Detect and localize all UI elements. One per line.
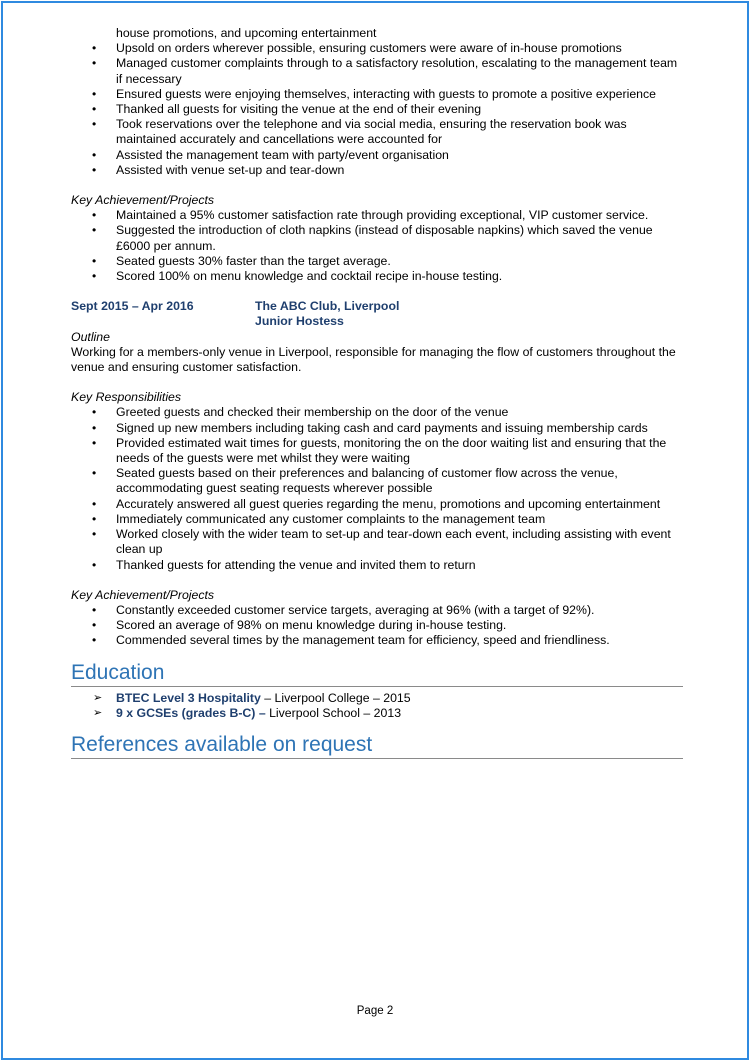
list-item: • Scored 100% on menu knowledge and cocktail recipe in-house testing. bbox=[71, 269, 683, 284]
list-item: • Suggested the introduction of cloth napkins (instead of disposable napkins) which saved the venue £6000 per annum. bbox=[71, 223, 683, 253]
page-number: Page 2 bbox=[356, 1005, 394, 1017]
list-item: • Took reservations over the telephone and via social media, ensuring the reservation book was maintained accurately and cancellations were accounted for bbox=[71, 117, 683, 147]
arrow-bullet-icon: ➢ bbox=[93, 691, 103, 704]
achievements-heading: Key Achievement/Projects bbox=[71, 587, 215, 602]
spacer bbox=[71, 178, 683, 193]
list-item: • Greeted guests and checked their membership on the door of the venue bbox=[71, 405, 683, 420]
job-dates: Sept 2015 – Apr 2016 bbox=[71, 299, 194, 314]
list-item: • Ensured guests were enjoying themselves, interacting with guests to promote a positive experience bbox=[71, 87, 683, 102]
list-item: • Signed up new members including taking cash and card payments and issuing membership cards bbox=[71, 421, 683, 436]
qualification-name: 9 x GCSEs (grades B-C) – bbox=[116, 705, 266, 720]
spacer bbox=[71, 375, 683, 390]
list-item: • Worked closely with the wider team to set-up and tear-down each event, including assisting with event clean up bbox=[71, 527, 683, 557]
spacer bbox=[71, 284, 683, 299]
qualification-detail: Liverpool School – 2013 bbox=[265, 705, 402, 720]
education-item bbox=[71, 691, 683, 706]
list-item: • Accurately answered all guest queries regarding the menu, promotions and upcoming entertainment bbox=[71, 497, 683, 512]
qualification-name: BTEC Level 3 Hospitality bbox=[116, 690, 261, 705]
responsibilities-list bbox=[71, 405, 683, 572]
outline-heading: Outline bbox=[71, 329, 110, 344]
list-item: • Seated guests based on their preferences and balancing of customer flow across the venue, accommodating guest seating requests wherever possible bbox=[71, 466, 683, 496]
list-item: • Upsold on orders wherever possible, ensuring customers were aware of in-house promotions bbox=[71, 41, 683, 56]
list-item: • Managed customer complaints through to a satisfactory resolution, escalating to the management team if necessary bbox=[71, 56, 683, 86]
list-item: • Assisted the management team with party/event organisation bbox=[71, 148, 683, 163]
continued-bullet-text: house promotions, and upcoming entertainment bbox=[116, 26, 377, 40]
education-heading: Education bbox=[71, 661, 683, 687]
references-heading: References available on request bbox=[71, 733, 683, 759]
job-header bbox=[71, 299, 683, 329]
job-employer: The ABC Club, Liverpool bbox=[255, 299, 400, 314]
list-item: • Commended several times by the management team for efficiency, speed and friendliness. bbox=[71, 633, 683, 648]
job-title: Junior Hostess bbox=[255, 314, 344, 329]
achievements-list bbox=[71, 603, 683, 649]
arrow-bullet-icon: ➢ bbox=[93, 706, 103, 719]
outline-text: Working for a members-only venue in Liverpool, responsible for managing the flow of customers throughout the venue and ensuring customer satisfaction. bbox=[71, 344, 676, 375]
spacer bbox=[71, 573, 683, 588]
list-item: • Thanked all guests for visiting the venue at the end of their evening bbox=[71, 102, 683, 117]
prev-job-achievements-heading: Key Achievement/Projects bbox=[71, 193, 215, 208]
list-item: • Scored an average of 98% on menu knowledge during in-house testing. bbox=[71, 618, 683, 633]
job-employer-block bbox=[255, 299, 399, 329]
list-item: • Thanked guests for attending the venue and invited them to return bbox=[71, 558, 683, 573]
list-item: • Provided estimated wait times for guests, monitoring the on the door waiting list and ensuring that the needs of the guests were met whilst they were waiting bbox=[71, 436, 683, 466]
list-item: • Seated guests 30% faster than the target average. bbox=[71, 254, 683, 269]
education-item bbox=[71, 706, 683, 721]
responsibilities-heading: Key Responsibilities bbox=[71, 390, 182, 405]
education-list bbox=[71, 691, 683, 721]
list-item: • Immediately communicated any customer complaints to the management team bbox=[71, 512, 683, 527]
list-item: • Constantly exceeded customer service targets, averaging at 96% (with a target of 92%). bbox=[71, 603, 683, 618]
qualification-detail: – Liverpool College – 2015 bbox=[260, 690, 411, 705]
prev-job-achievements-list bbox=[71, 208, 683, 284]
list-item: • Maintained a 95% customer satisfaction rate through providing exceptional, VIP customer service. bbox=[71, 208, 683, 223]
cv-page-content bbox=[71, 26, 683, 759]
list-item: • Assisted with venue set-up and tear-down bbox=[71, 163, 683, 178]
prev-job-responsibilities-list bbox=[71, 41, 683, 178]
